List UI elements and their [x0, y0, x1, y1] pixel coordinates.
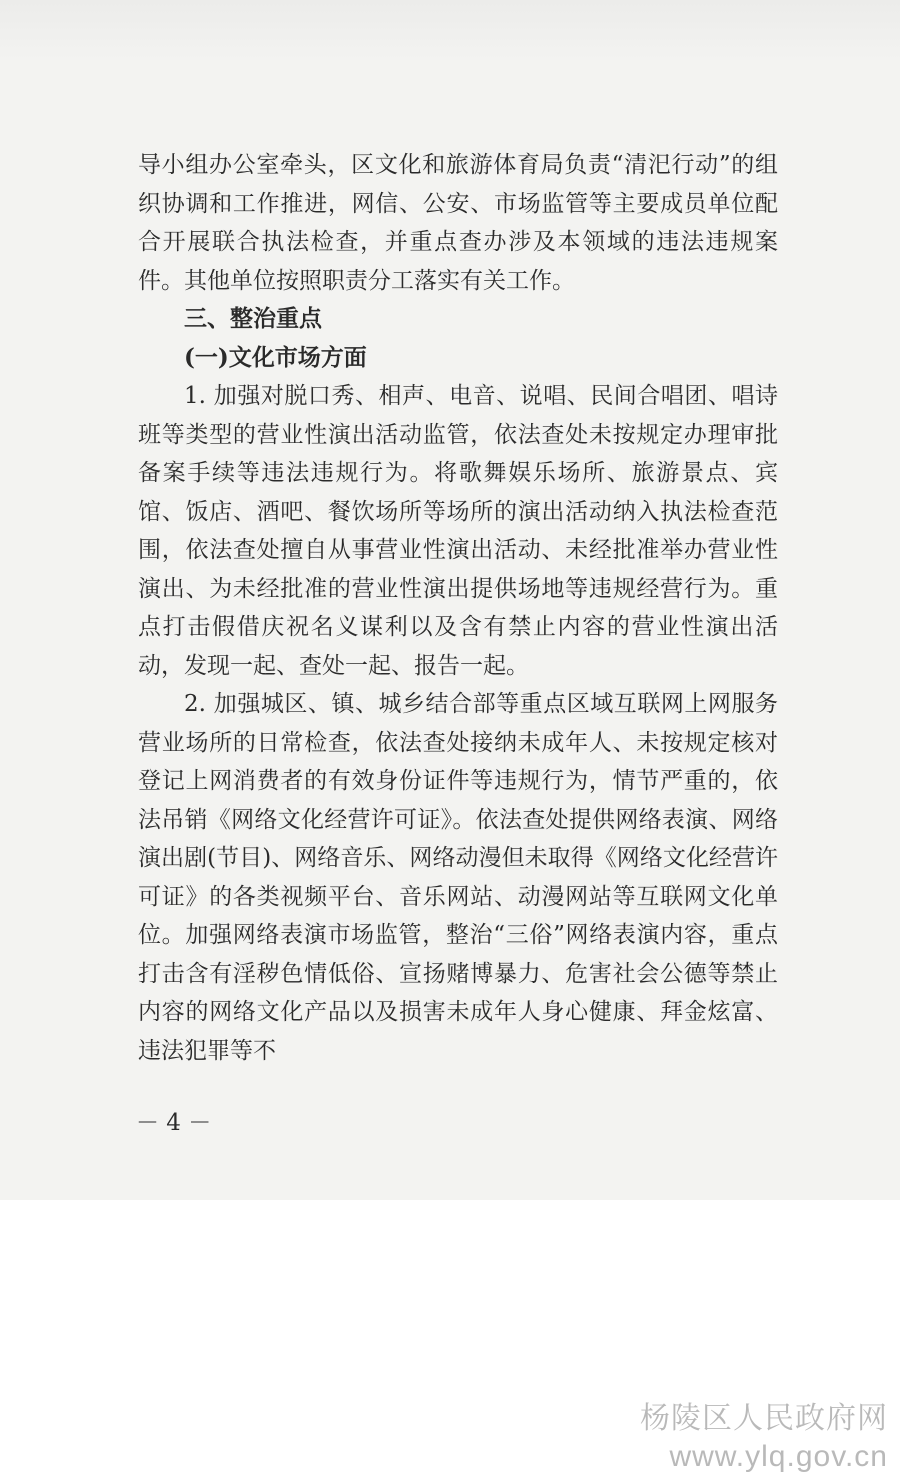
section-heading: 三、整治重点 [184, 306, 322, 332]
watermark-site-name: 杨陵区人民政府网 [640, 1401, 888, 1436]
paragraph-continued: 导小组办公室牵头，区文化和旅游体育局负责“清汜行动”的组织协调和工作推进，网信、公安、市场监管等主要成员单位配合开展联合执法检查，并重点查办涉及本领域的违法违规案件。其他单位按照职责分工落实有关工作。 [138, 152, 778, 294]
subsection-heading: (一)文化市场方面 [184, 343, 367, 371]
page-number: － 4 － [136, 1110, 212, 1136]
site-watermark [640, 1400, 888, 1476]
paragraph-item-2: 2. 加强城区、镇、城乡结合部等重点区域互联网上网服务营业场所的日常检查，依法查处接纳未成年人、未按规定核对登记上网消费者的有效身份证件等违规行为，情节严重的，依法吊销《网络文化经营许可证》。依法查处提供网络表演、网络演出剧(节目)、网络音乐、网络动漫但未取得《网络文化经营许可证》的各类视频平台、音乐网站、动漫网站等互联网文化单位。加强网络表演市场监管，整治“三俗”网络表演内容，重点打击含有淫秽色情低俗、宣扬赌博暴力、危害社会公德等禁止内容的网络文化产品以及损害未成年人身心健康、拜金炫富、违法犯罪等不 [138, 691, 778, 1064]
page-top-edge [0, 0, 900, 60]
paragraph-item-1: 1. 加强对脱口秀、相声、电音、说唱、民间合唱团、唱诗班等类型的营业性演出活动监管，依法查处未按规定办理审批备案手续等违法违规行为。将歌舞娱乐场所、旅游景点、宾馆、饭店、酒吧、餐饮场所等场所的演出活动纳入执法检查范围，依法查处擅自从事营业性演出活动、未经批准举办营业性演出、为未经批准的营业性演出提供场地等违规经营行为。重点打击假借庆祝名义谋利以及含有禁止内容的营业性演出活动，发现一起、查处一起、报告一起。 [138, 383, 778, 679]
document-body [138, 146, 778, 1070]
watermark-url: www.ylq.gov.cn [669, 1440, 888, 1473]
